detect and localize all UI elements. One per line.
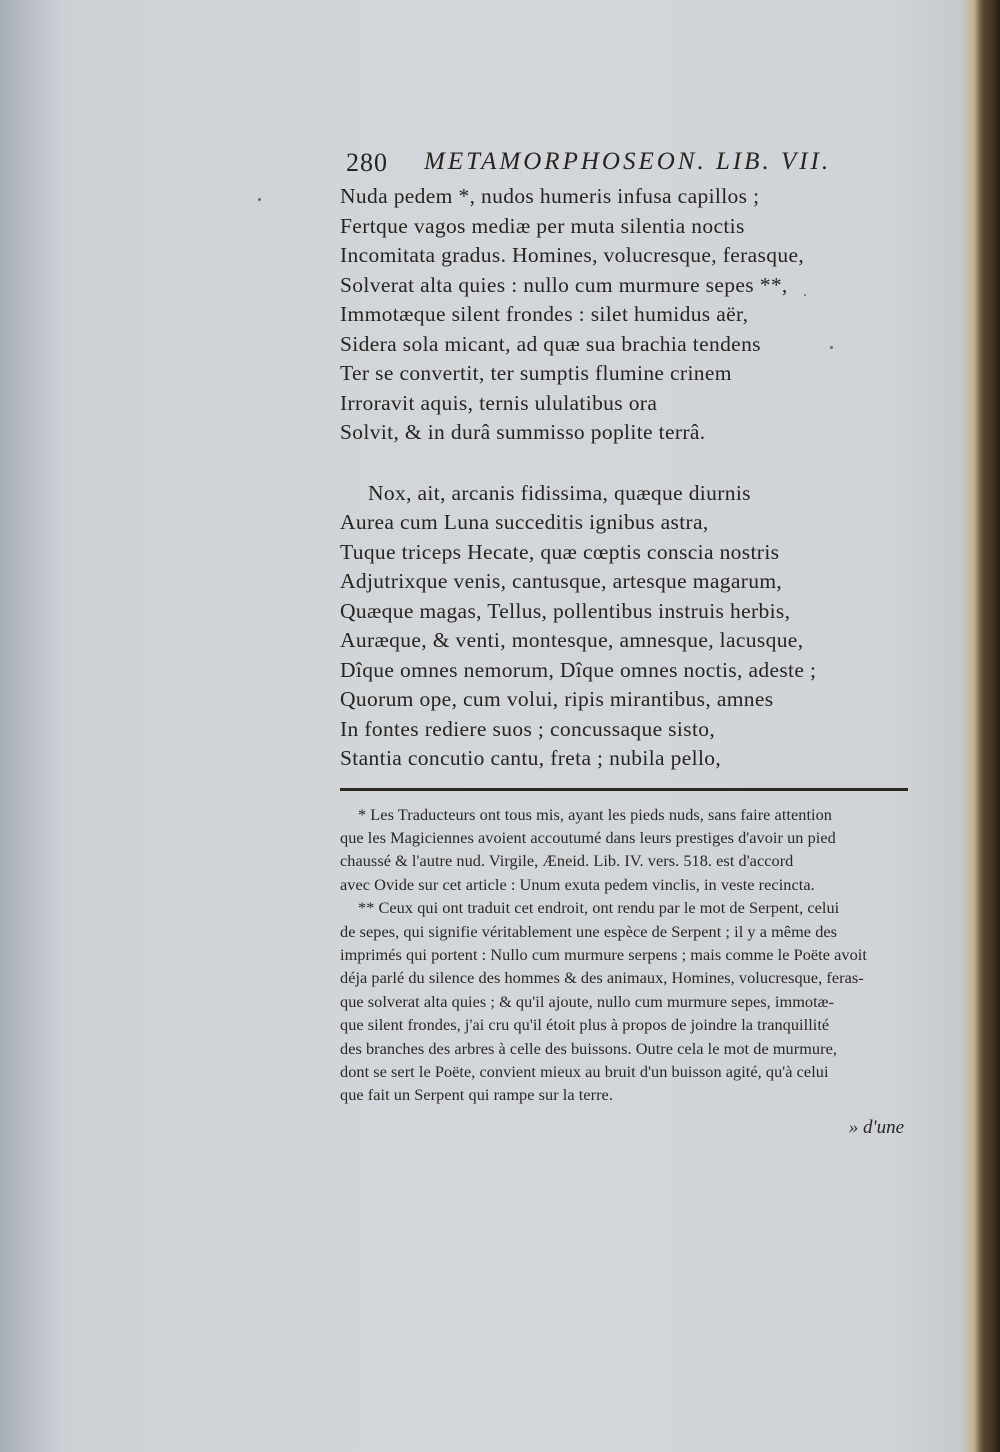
verse-line: Aurea cum Luna succeditis ignibus astra,	[340, 510, 709, 534]
running-title: METAMORPHOSEON. LIB. VII.	[424, 148, 832, 175]
catchword: » d'une	[848, 1116, 904, 1138]
footnote-line: * Les Traducteurs ont tous mis, ayant les pieds nuds, sans faire attention	[358, 804, 832, 824]
verse-line: Solverat alta quies : nullo cum murmure sepes **,	[340, 272, 788, 297]
page-content	[340, 148, 910, 1139]
verse-line: Nuda pedem *, nudos humeris infusa capillos ;	[340, 184, 760, 208]
verse-line: Adjutrixque venis, cantusque, artesque magarum,	[340, 569, 783, 593]
footnote-line: que solverat alta quies ; & qu'il ajoute, nullo cum murmure sepes, immotæ-	[340, 991, 835, 1011]
verse-line: Sidera sola micant, ad quæ sua brachia tendens	[340, 331, 761, 356]
verse-line: Solvit, & in durâ summisso poplite terrâ.	[340, 420, 706, 444]
ink-speck	[258, 198, 261, 201]
page-number: 280	[346, 148, 388, 177]
verse-line: Tuque triceps Hecate, quæ cœptis conscia nostris	[340, 539, 780, 564]
verse-stanza-1	[340, 182, 910, 448]
footnote-line: que silent frondes, j'ai cru qu'il étoit plus à propos de joindre la tranquillité	[340, 1015, 830, 1035]
footnote-line: avec Ovide sur cet article : Unum exuta pedem vinclis, in veste recincta.	[340, 874, 815, 894]
verse-line: Fertque vagos mediæ per muta silentia noctis	[340, 213, 745, 238]
verse-line: Irroravit aquis, ternis ululatibus ora	[340, 390, 658, 415]
footnote-line: chaussé & l'autre nud. Virgile, Æneid. Lib. IV. vers. 518. est d'accord	[340, 851, 794, 871]
footnote-line: de sepes, qui signifie véritablement une espèce de Serpent ; il y a même des	[340, 921, 838, 941]
verse-stanza-2	[340, 479, 910, 774]
verse-line: In fontes rediere suos ; concussaque sisto,	[340, 716, 716, 741]
footnote-line: que les Magiciennes avoient accoutumé dans leurs prestiges d'avoir un pied	[340, 827, 836, 847]
verse-line: Incomitata gradus. Homines, volucresque, ferasque,	[340, 243, 805, 267]
verse-line: Quæque magas, Tellus, pollentibus instruis herbis,	[340, 598, 791, 623]
footnotes	[340, 803, 910, 1107]
footnote-line: imprimés qui portent : Nullo cum murmure serpens ; mais comme le Poëte avoit	[340, 944, 867, 964]
verse-line: Auræque, & venti, montesque, amnesque, lacusque,	[340, 628, 804, 652]
verse-line: Dîque omnes nemorum, Dîque omnes noctis, adeste ;	[340, 657, 817, 682]
verse-line: Nox, ait, arcanis fidissima, quæque diurnis	[368, 480, 751, 505]
footnote-line: déja parlé du silence des hommes & des animaux, Homines, volucresque, feras-	[340, 968, 864, 988]
footnote-line: dont se sert le Poëte, convient mieux au bruit d'un buisson agité, qu'à celui	[340, 1061, 829, 1081]
verse-line: Quorum ope, cum volui, ripis mirantibus, amnes	[340, 687, 774, 711]
footnote-line: des branches des arbres à celle des buissons. Outre cela le mot de murmure,	[340, 1038, 837, 1058]
verse-line: Stantia concutio cantu, freta ; nubila pello,	[340, 746, 722, 770]
footnote-line: ** Ceux qui ont traduit cet endroit, ont rendu par le mot de Serpent, celui	[358, 898, 840, 918]
verse-line: Immotæque silent frondes : silet humidus aër,	[340, 302, 749, 326]
page-header	[340, 148, 910, 182]
footnote-line: que fait un Serpent qui rampe sur la terre.	[340, 1085, 613, 1105]
page-gutter-fold	[960, 0, 1000, 1452]
page-edge-shadow	[0, 0, 60, 1452]
verse-line: Ter se convertit, ter sumptis flumine crinem	[340, 361, 732, 385]
footnote-rule	[340, 788, 908, 791]
